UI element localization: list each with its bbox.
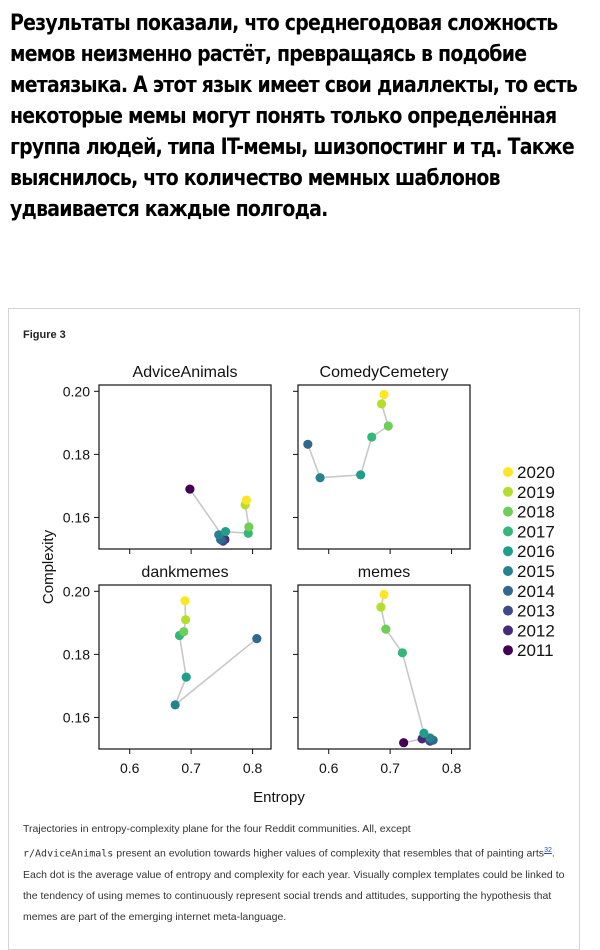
data-point <box>381 625 390 634</box>
legend-marker <box>503 645 513 655</box>
panel-title: memes <box>357 564 411 581</box>
legend-marker <box>503 546 513 556</box>
y-tick-label: 0.16 <box>62 509 90 526</box>
data-point <box>419 729 428 738</box>
legend-label: 2014 <box>517 581 555 601</box>
data-point <box>252 634 261 643</box>
legend-marker <box>503 526 513 536</box>
y-tick-label: 0.16 <box>62 709 90 726</box>
x-tick-label: 0.8 <box>441 760 462 776</box>
data-point <box>398 648 407 657</box>
x-tick-label: 0.7 <box>181 760 201 776</box>
legend-marker <box>503 467 513 477</box>
legend-marker <box>503 507 513 517</box>
legend-label: 2012 <box>517 621 555 641</box>
x-axis-label: Entropy <box>253 789 305 806</box>
legend-marker <box>503 487 513 497</box>
legend-label: 2013 <box>517 601 555 621</box>
data-point <box>179 627 188 636</box>
panel-title: AdviceAnimals <box>132 364 238 381</box>
panel-title: dankmemes <box>141 564 229 581</box>
data-point <box>182 672 191 681</box>
caption-part1: Trajectories in entropy-complexity plane for the four Reddit communities. All, except <box>23 823 411 835</box>
data-point <box>384 421 393 430</box>
data-point <box>376 602 385 611</box>
legend-marker <box>503 586 513 596</box>
data-point <box>171 700 180 709</box>
legend-label: 2015 <box>517 562 555 581</box>
legend-marker <box>503 625 513 635</box>
x-tick-label: 0.8 <box>242 760 263 776</box>
caption-code: r/AdviceAnimals <box>23 848 114 860</box>
y-tick-label: 0.20 <box>62 383 90 400</box>
data-point <box>377 399 386 408</box>
x-tick-label: 0.7 <box>380 760 400 776</box>
figure-caption <box>23 819 573 928</box>
caption-part2: present an evolution towards higher values of complexity that resembles that of painting arts <box>113 847 545 860</box>
data-point <box>242 496 251 505</box>
figure-label: Figure 3 <box>23 329 66 341</box>
y-tick-label: 0.18 <box>62 446 90 463</box>
y-tick-label: 0.20 <box>62 583 90 600</box>
legend-label: 2017 <box>517 522 555 542</box>
data-point <box>367 432 376 441</box>
legend-label: 2011 <box>517 641 554 661</box>
x-tick-label: 0.6 <box>119 760 140 776</box>
legend-marker <box>503 606 513 616</box>
caption-part3: . Each dot is the average value of entropy and complexity for each year. Visually complex templates could be linked to the tendency of using memes to continuously represent social trends and attitudes, supporting the hypothesis that memes are part of the emerging internet meta-language. <box>23 847 565 923</box>
caption-reference-link[interactable]: 32 <box>544 847 552 854</box>
y-tick-label: 0.18 <box>62 646 90 663</box>
data-point <box>316 473 325 482</box>
data-point <box>244 522 253 531</box>
data-point <box>181 615 190 624</box>
panel-title: ComedyCemetery <box>319 364 449 381</box>
legend-label: 2019 <box>517 482 555 502</box>
y-axis-label: Complexity <box>40 529 57 605</box>
data-point <box>303 440 312 449</box>
legend-label: 2016 <box>517 542 555 562</box>
intro-text: Результаты показали, что среднегодовая сложность мемов неизменно растёт, превращаясь в подобие метаязыка. А этот язык имеет свои диаллекты, то есть некоторые мемы могут понять только определённая группа людей, типа IT-мемы, шизопостинг и тд. Также выяснилось, что количество мемных шаблонов удваивается каждые полгода. <box>10 11 578 222</box>
x-tick-label: 0.6 <box>318 760 339 776</box>
data-point <box>379 390 388 399</box>
figure-chart <box>9 309 579 809</box>
data-point <box>379 590 388 599</box>
data-point <box>356 470 365 479</box>
legend-label: 2018 <box>517 502 555 522</box>
data-point <box>221 527 230 536</box>
data-point <box>185 484 194 493</box>
legend-label: 2020 <box>517 463 555 482</box>
figure-card <box>8 308 580 950</box>
legend-marker <box>503 566 513 576</box>
data-point <box>180 596 189 605</box>
data-point <box>399 738 408 747</box>
